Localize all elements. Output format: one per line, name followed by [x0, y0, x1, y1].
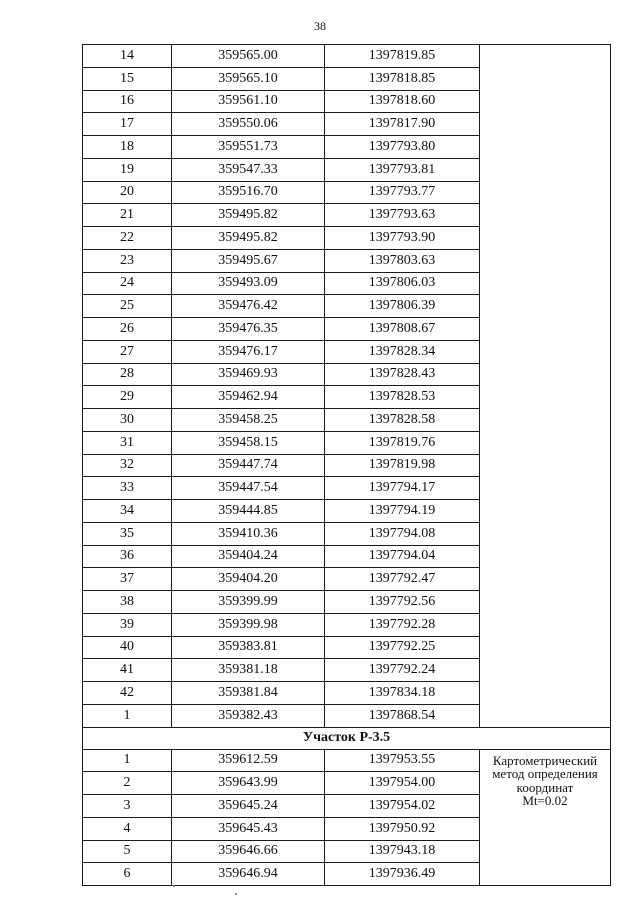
point-number-cell: 1: [83, 704, 172, 727]
point-number-cell: 5: [83, 840, 172, 863]
point-number-cell: 30: [83, 409, 172, 432]
y-coordinate-cell: 1397792.28: [325, 613, 480, 636]
point-number-cell: 38: [83, 591, 172, 614]
x-coordinate-cell: 359516.70: [172, 181, 325, 204]
point-number-cell: 36: [83, 545, 172, 568]
y-coordinate-cell: 1397792.47: [325, 568, 480, 591]
x-coordinate-cell: 359495.67: [172, 249, 325, 272]
scan-dot: [235, 893, 237, 895]
x-coordinate-cell: 359399.99: [172, 591, 325, 614]
method-note-line: координат: [516, 779, 574, 795]
y-coordinate-cell: 1397792.56: [325, 591, 480, 614]
method-note-line: Картометрический: [492, 752, 598, 768]
y-coordinate-cell: 1397817.90: [325, 113, 480, 136]
point-number-cell: 32: [83, 454, 172, 477]
x-coordinate-cell: 359495.82: [172, 204, 325, 227]
y-coordinate-cell: 1397808.67: [325, 318, 480, 341]
x-coordinate-cell: 359643.99: [172, 772, 325, 795]
point-number-cell: 28: [83, 363, 172, 386]
x-coordinate-cell: 359469.93: [172, 363, 325, 386]
blank-merged-cell: [480, 45, 611, 728]
point-number-cell: 16: [83, 90, 172, 113]
point-number-cell: 3: [83, 795, 172, 818]
x-coordinate-cell: 359404.20: [172, 568, 325, 591]
point-number-cell: 6: [83, 863, 172, 886]
x-coordinate-cell: 359565.10: [172, 67, 325, 90]
y-coordinate-cell: 1397794.08: [325, 522, 480, 545]
y-coordinate-cell: 1397794.04: [325, 545, 480, 568]
x-coordinate-cell: 359476.35: [172, 318, 325, 341]
point-number-cell: 18: [83, 136, 172, 159]
point-number-cell: 31: [83, 431, 172, 454]
y-coordinate-cell: 1397792.24: [325, 659, 480, 682]
point-number-cell: 26: [83, 318, 172, 341]
x-coordinate-cell: 359381.18: [172, 659, 325, 682]
x-coordinate-cell: 359476.42: [172, 295, 325, 318]
y-coordinate-cell: 1397793.90: [325, 227, 480, 250]
point-number-cell: 15: [83, 67, 172, 90]
x-coordinate-cell: 359551.73: [172, 136, 325, 159]
point-number-cell: 1: [83, 749, 172, 772]
point-number-cell: 24: [83, 272, 172, 295]
table-row: [83, 749, 611, 772]
x-coordinate-cell: 359458.15: [172, 431, 325, 454]
y-coordinate-cell: 1397828.34: [325, 340, 480, 363]
x-coordinate-cell: 359447.54: [172, 477, 325, 500]
x-coordinate-cell: 359458.25: [172, 409, 325, 432]
page-number: 38: [314, 19, 326, 33]
x-coordinate-cell: 359561.10: [172, 90, 325, 113]
x-coordinate-cell: 359646.94: [172, 863, 325, 886]
point-number-cell: 41: [83, 659, 172, 682]
y-coordinate-cell: 1397793.80: [325, 136, 480, 159]
point-number-cell: 39: [83, 613, 172, 636]
x-coordinate-cell: 359612.59: [172, 749, 325, 772]
y-coordinate-cell: 1397819.85: [325, 45, 480, 68]
x-coordinate-cell: 359547.33: [172, 158, 325, 181]
y-coordinate-cell: 1397828.58: [325, 409, 480, 432]
y-coordinate-cell: 1397943.18: [325, 840, 480, 863]
point-number-cell: 40: [83, 636, 172, 659]
x-coordinate-cell: 359646.66: [172, 840, 325, 863]
y-coordinate-cell: 1397806.03: [325, 272, 480, 295]
point-number-cell: 42: [83, 682, 172, 705]
y-coordinate-cell: 1397818.85: [325, 67, 480, 90]
x-coordinate-cell: 359645.24: [172, 795, 325, 818]
point-number-cell: 37: [83, 568, 172, 591]
y-coordinate-cell: 1397793.81: [325, 158, 480, 181]
point-number-cell: 25: [83, 295, 172, 318]
y-coordinate-cell: 1397794.19: [325, 500, 480, 523]
y-coordinate-cell: 1397792.25: [325, 636, 480, 659]
x-coordinate-cell: 359381.84: [172, 682, 325, 705]
y-coordinate-cell: 1397834.18: [325, 682, 480, 705]
y-coordinate-cell: 1397803.63: [325, 249, 480, 272]
y-coordinate-cell: 1397818.60: [325, 90, 480, 113]
y-coordinate-cell: 1397793.63: [325, 204, 480, 227]
y-coordinate-cell: 1397793.77: [325, 181, 480, 204]
x-coordinate-cell: 359565.00: [172, 45, 325, 68]
point-number-cell: 27: [83, 340, 172, 363]
point-number-cell: 35: [83, 522, 172, 545]
x-coordinate-cell: 359404.24: [172, 545, 325, 568]
x-coordinate-cell: 359399.98: [172, 613, 325, 636]
scan-dot: [173, 885, 175, 887]
x-coordinate-cell: 359382.43: [172, 704, 325, 727]
section-row: [83, 727, 611, 749]
point-number-cell: 23: [83, 249, 172, 272]
point-number-cell: 17: [83, 113, 172, 136]
y-coordinate-cell: 1397794.17: [325, 477, 480, 500]
x-coordinate-cell: 359462.94: [172, 386, 325, 409]
point-number-cell: 2: [83, 772, 172, 795]
y-coordinate-cell: 1397819.76: [325, 431, 480, 454]
point-number-cell: 4: [83, 817, 172, 840]
y-coordinate-cell: 1397954.00: [325, 772, 480, 795]
point-number-cell: 22: [83, 227, 172, 250]
point-number-cell: 34: [83, 500, 172, 523]
y-coordinate-cell: 1397806.39: [325, 295, 480, 318]
y-coordinate-cell: 1397953.55: [325, 749, 480, 772]
section-title: Участок Р-3.5: [83, 727, 611, 749]
y-coordinate-cell: 1397828.43: [325, 363, 480, 386]
point-number-cell: 19: [83, 158, 172, 181]
y-coordinate-cell: 1397828.53: [325, 386, 480, 409]
x-coordinate-cell: 359493.09: [172, 272, 325, 295]
method-note-line: метод определения: [492, 766, 598, 782]
x-coordinate-cell: 359645.43: [172, 817, 325, 840]
coordinates-table: [82, 44, 611, 886]
y-coordinate-cell: 1397954.02: [325, 795, 480, 818]
x-coordinate-cell: 359447.74: [172, 454, 325, 477]
x-coordinate-cell: 359550.06: [172, 113, 325, 136]
x-coordinate-cell: 359383.81: [172, 636, 325, 659]
point-number-cell: 33: [83, 477, 172, 500]
x-coordinate-cell: 359476.17: [172, 340, 325, 363]
y-coordinate-cell: 1397868.54: [325, 704, 480, 727]
coordinates-table-body: [83, 45, 611, 886]
table-row: [83, 45, 611, 68]
method-note-cell: [480, 749, 611, 886]
point-number-cell: 20: [83, 181, 172, 204]
x-coordinate-cell: 359495.82: [172, 227, 325, 250]
point-number-cell: 14: [83, 45, 172, 68]
method-note-line: Mt=0.02: [522, 793, 568, 809]
point-number-cell: 29: [83, 386, 172, 409]
y-coordinate-cell: 1397950.92: [325, 817, 480, 840]
y-coordinate-cell: 1397819.98: [325, 454, 480, 477]
x-coordinate-cell: 359410.36: [172, 522, 325, 545]
x-coordinate-cell: 359444.85: [172, 500, 325, 523]
y-coordinate-cell: 1397936.49: [325, 863, 480, 886]
point-number-cell: 21: [83, 204, 172, 227]
